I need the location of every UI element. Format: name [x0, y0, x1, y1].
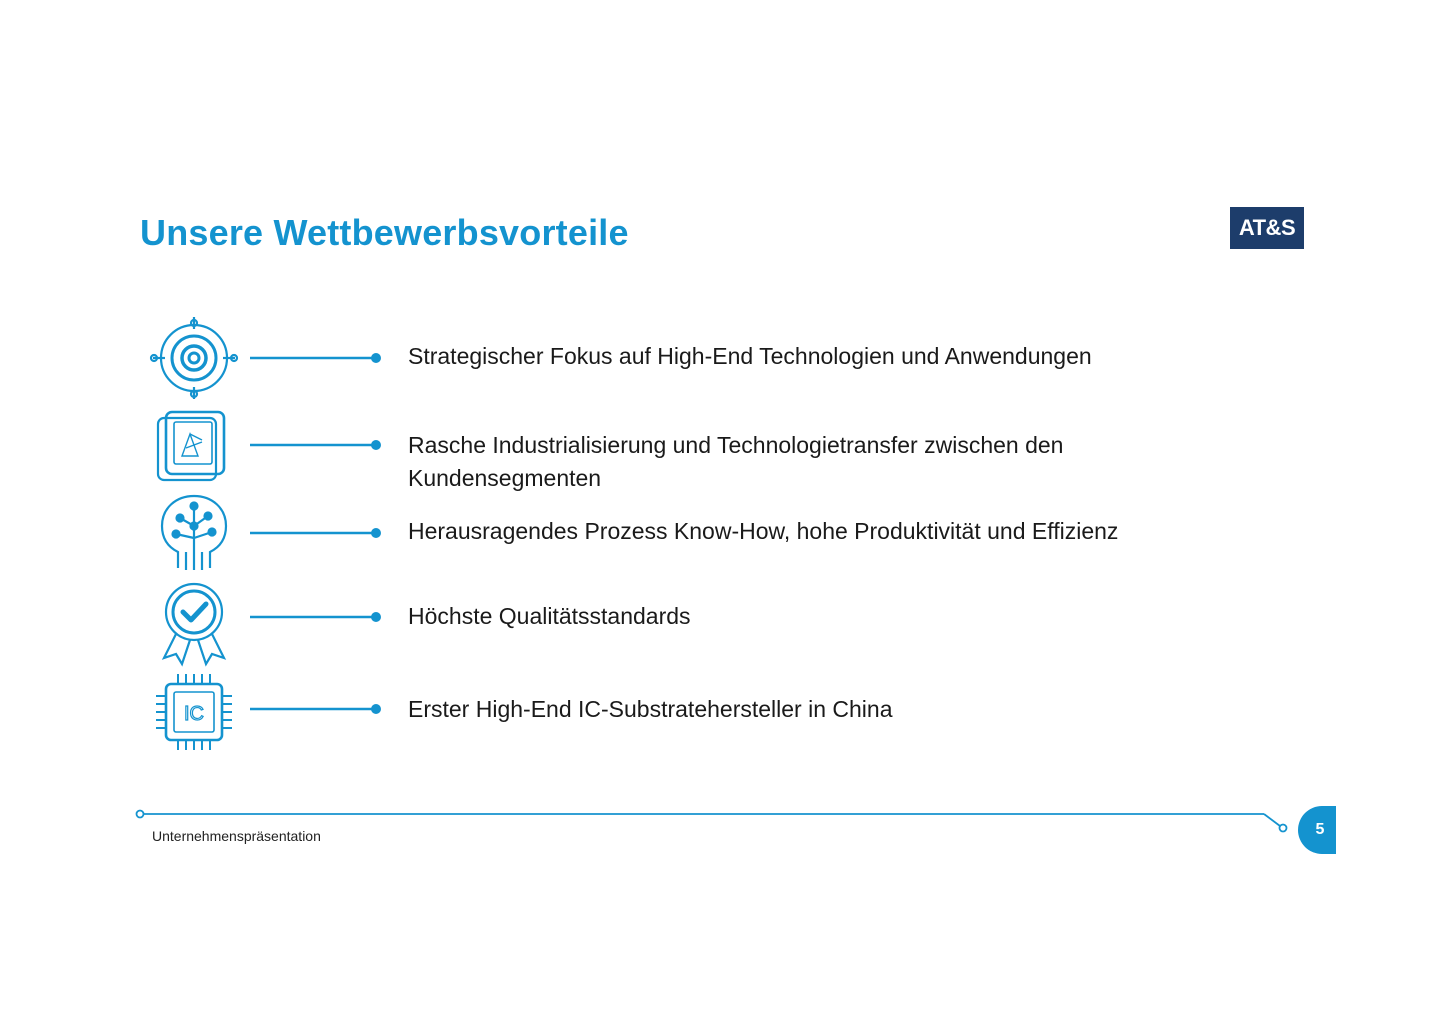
page-number: 5: [1298, 806, 1336, 854]
advantage-item: [146, 668, 1246, 758]
quality-badge-icon: [146, 578, 242, 668]
advantage-item: [146, 313, 1246, 403]
connector-line: [250, 703, 382, 715]
ic-chip-icon: [146, 668, 242, 758]
document-transfer-icon: [146, 402, 242, 492]
advantage-text: Rasche Industrialisierung und Technologietransfer zwischen den Kundensegmenten: [408, 432, 1064, 491]
connector-line: [250, 352, 382, 364]
slide-title: Unsere Wettbewerbsvorteile: [140, 212, 629, 253]
connector-line: [250, 439, 382, 451]
advantage-text: Erster High-End IC-Substratehersteller in China: [408, 696, 893, 722]
target-icon: [146, 313, 242, 403]
advantage-item: [146, 578, 1246, 668]
company-logo: AT&S: [1230, 207, 1304, 249]
footer-label: Unternehmenspräsentation: [152, 828, 321, 844]
svg-text:IC: IC: [184, 703, 204, 725]
connector-line: [250, 611, 382, 623]
advantage-text: Strategischer Fokus auf High-End Technologien und Anwendungen: [408, 343, 1092, 369]
brain-circuit-icon: [146, 490, 242, 580]
advantage-text: Herausragendes Prozess Know-How, hohe Produktivität und Effizienz: [408, 518, 1119, 544]
advantage-item: [146, 490, 1246, 580]
advantage-item: [146, 402, 1246, 492]
connector-line: [250, 527, 382, 539]
advantage-text: Höchste Qualitätsstandards: [408, 603, 691, 629]
